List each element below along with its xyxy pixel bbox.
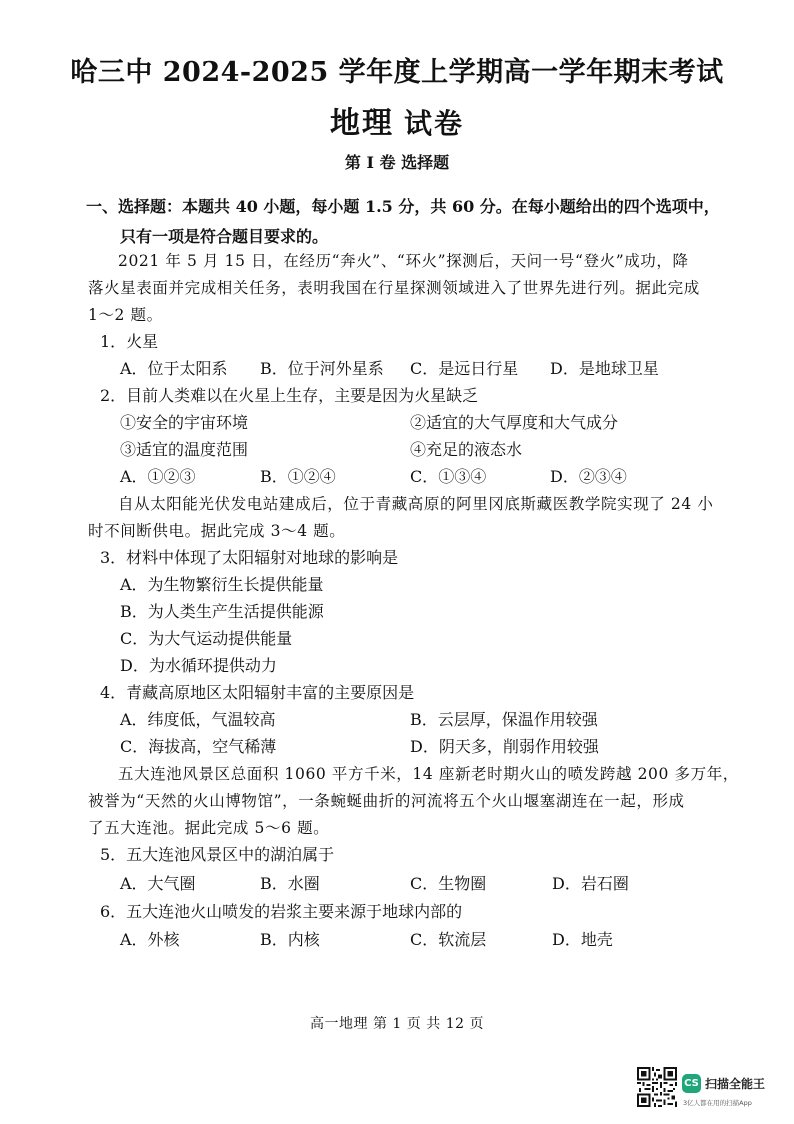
q2-option-c: C．①③④ [410,467,487,486]
passage-1-line-1: 2021 年 5 月 15 日，在经历“奔火”、“环火”探测后，天问一号“登火”成功，降 [118,252,689,270]
passage-3-line-1: 五大连池风景区总面积 1060 平方千米，14 座新老时期火山的喷发跨越 200 多万年， [118,765,739,783]
subject-name: 地理 [329,106,394,141]
q2-stem: 2．目前人类难以在火星上生存，主要是因为火星缺乏 [100,386,479,405]
scanner-app-name: 扫描全能王 [705,1077,766,1091]
q1-option-a: A．位于太阳系 [120,359,228,378]
q1-option-d: D．是地球卫星 [550,359,659,378]
section-title: 第 I 卷 选择题 [344,153,450,172]
q1-option-b: B．位于河外星系 [260,359,384,378]
exam-title: 哈三中 2024-2025 学年度上学期高一学年期末考试 [70,57,724,88]
q2-item-1: ①安全的宇宙环境 [120,413,249,432]
q2-item-4: ④充足的液态水 [410,440,523,459]
q5-option-c: C．生物圈 [410,874,487,893]
q6-option-d: D．地壳 [552,930,613,949]
scanner-tagline: 3亿人都在用的扫描App [683,1099,752,1107]
q3-option-a: A．为生物繁衍生长提供能量 [120,575,324,594]
q6-option-c: C．软流层 [410,930,487,949]
passage-1-line-3: 1～2 题。 [88,306,163,324]
exam-subtitle [0,98,794,142]
q1-stem: 1．火星 [100,332,159,351]
q2-option-a: A．①②③ [120,467,196,486]
camscanner-logo-icon: CS [682,1074,701,1093]
paper-label: 试卷 [403,107,464,140]
q2-option-d: D．②③④ [550,467,627,486]
instruction-line-1: 一、选择题：本题共 40 小题，每小题 1.5 分，共 60 分。在每小题给出的四个选项中， [86,197,720,216]
page-footer: 高一地理 第 1 页 共 12 页 [310,1016,484,1032]
q4-option-b: B．云层厚，保温作用较强 [410,710,598,729]
q4-option-c: C．海拔高，空气稀薄 [120,737,277,756]
q4-stem: 4．青藏高原地区太阳辐射丰富的主要原因是 [100,683,415,702]
q5-option-b: B．水圈 [260,874,320,893]
q2-option-b: B．①②④ [260,467,336,486]
q6-option-a: A．外核 [120,930,180,949]
q5-option-d: D．岩石圈 [552,874,629,893]
passage-2-line-1: 自从太阳能光伏发电站建成后，位于青藏高原的阿里冈底斯藏医教学院实现了 24 小 [118,495,714,513]
q3-option-b: B．为人类生产生活提供能源 [120,602,324,621]
q3-stem: 3．材料中体现了太阳辐射对地球的影响是 [100,548,399,567]
q6-stem: 6．五大连池火山喷发的岩浆主要来源于地球内部的 [100,902,463,921]
passage-3-line-3: 了五大连池。据此完成 5～6 题。 [88,819,330,837]
q4-option-d: D．阴天多，削弱作用较强 [410,737,599,756]
q6-option-b: B．内核 [260,930,320,949]
passage-3-line-2: 被誉为“天然的火山博物馆”，一条蜿蜒曲折的河流将五个火山堰塞湖连在一起，形成 [88,792,685,810]
q5-option-a: A．大气圈 [120,874,196,893]
q2-item-2: ②适宜的大气厚度和大气成分 [410,413,619,432]
passage-1-line-2: 落火星表面并完成相关任务，表明我国在行星探测领域进入了世界先进行列。据此完成 [88,279,700,297]
q3-option-d: D．为水循环提供动力 [120,656,277,675]
instruction-line-2: 只有一项是符合题目要求的。 [120,227,329,246]
passage-2-line-2: 时不间断供电。据此完成 3～4 题。 [88,522,346,540]
q5-stem: 5．五大连池风景区中的湖泊属于 [100,845,335,864]
q4-option-a: A．纬度低，气温较高 [120,710,276,729]
qr-code-icon [637,1067,677,1107]
q1-option-c: C．是远日行星 [410,359,519,378]
q2-item-3: ③适宜的温度范围 [120,440,249,459]
q3-option-c: C．为大气运动提供能量 [120,629,293,648]
